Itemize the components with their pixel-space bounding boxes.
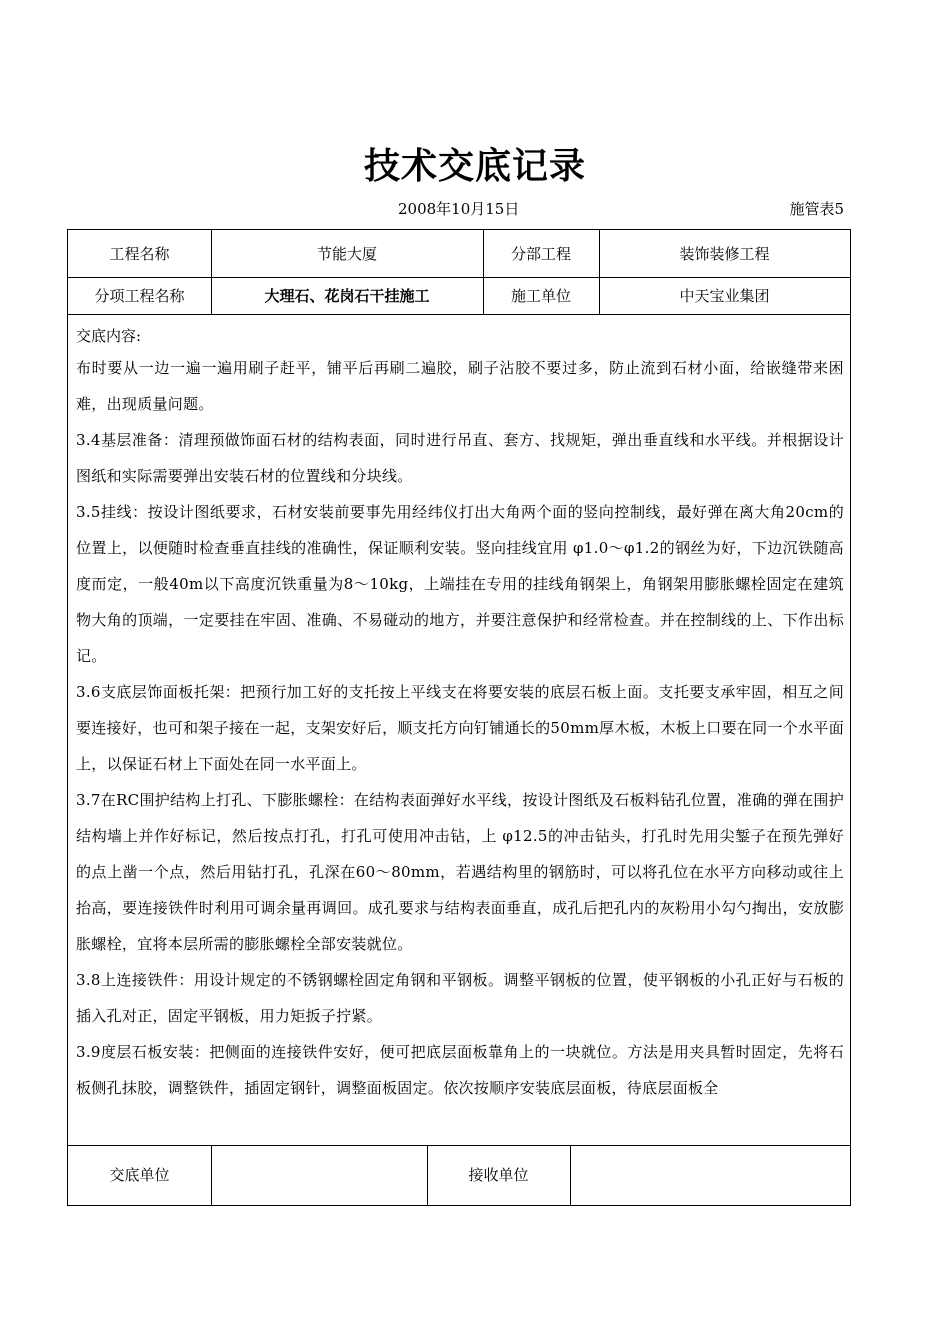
division-label: 分部工程	[510, 244, 571, 263]
form-number: 施管表5	[789, 200, 844, 218]
content-paragraph: 3.7在RC围护结构上打孔、下膨胀螺栓：在结构表面弹好水平线，按设计图纸及石板料钻孔位置，准确的弹在围护结构墙上并作好标记，然后按点打孔，打孔可使用冲击钻，上 φ12.5的冲击钻头，打孔时先用尖錾子在预先弹好的点上凿一个点，然后用钻打孔，孔深在60～80mm，若遇结构里的钢筋时，可以将孔位在水平方向移动或往上抬高，要连接铁件时利用可调余量再调回。成孔要求与结构表面垂直，成孔后把孔内的灰粉用小勾勺掏出，安放膨胀螺栓，宜将本层所需的膨胀螺栓全部安装就位。	[76, 791, 844, 953]
content-paragraph: 3.9度层石板安装：把侧面的连接铁件安好，便可把底层面板靠角上的一块就位。方法是用夹具暂时固定，先将石板侧孔抹胶，调整铁件，插固定钢针，调整面板固定。依次按顺序安装底层面板，待底层面板全	[76, 1043, 844, 1097]
subitem-label: 分项工程名称	[94, 286, 185, 305]
content-paragraph: 3.8上连接铁件：用设计规定的不锈钢螺栓固定角钢和平钢板。调整平钢板的位置，使平钢板的小孔正好与石板的插入孔对正，固定平钢板，用力矩扳子拧紧。	[76, 971, 844, 1025]
content-paragraph: 布时要从一边一遍一遍用刷子赶平，铺平后再刷二遍胶，刷子沾胶不要过多，防止流到石材小面，给嵌缝带来困难，出现质量问题。	[76, 359, 844, 413]
content-paragraph: 3.6支底层饰面板托架：把预行加工好的支托按上平线支在将要安装的底层石板上面。支托要支承牢固，相互之间要连接好，也可和架子接在一起，支架安好后，顺支托方向钉铺通长的50mm厚木板，木板上口要在同一个水平面上，以保证石材上下面处在同一水平面上。	[76, 683, 844, 773]
record-table	[67, 229, 851, 1206]
receiver-label: 接收单位	[468, 1166, 529, 1184]
content-paragraph: 3.4基层准备：清理预做饰面石材的结构表面，同时进行吊直、套方、找规矩，弹出垂直线和水平线。并根据设计图纸和实际需要弹出安装石材的位置线和分块线。	[76, 431, 844, 485]
receiver-value	[570, 1145, 850, 1205]
division-value: 装饰装修工程	[679, 244, 770, 263]
content-cell	[68, 314, 850, 1145]
subitem-value: 大理石、花岗石干挂施工	[264, 286, 430, 305]
issuer-label: 交底单位	[109, 1166, 170, 1184]
constructor-label: 施工单位	[510, 286, 571, 305]
content-body	[76, 324, 844, 1106]
content-heading: 交底内容:	[76, 327, 142, 345]
project-name-label: 工程名称	[109, 244, 170, 263]
issuer-value	[211, 1145, 427, 1205]
content-paragraph: 3.5挂线：按设计图纸要求，石材安装前要事先用经纬仪打出大角两个面的竖向控制线，最好弹在离大角20cm的位置上，以便随时检查垂直挂线的准确性，保证顺利安装。竖向挂线宜用 φ1.0～φ1.2的钢丝为好，下边沉铁随高度而定，一般40m以下高度沉铁重量为8～10kg，上端挂在专用的挂线角钢架上，角钢架用膨胀螺栓固定在建筑物大角的顶端，一定要挂在牢固、准确、不易碰动的地方，并要注意保护和经常检查。并在控制线的上、下作出标记。	[76, 503, 844, 665]
page-title: 技术交底记录	[363, 146, 586, 187]
project-name-value: 节能大厦	[316, 244, 377, 263]
record-date: 2008年10月15日	[398, 200, 520, 218]
constructor-value: 中天宝业集团	[679, 286, 770, 305]
